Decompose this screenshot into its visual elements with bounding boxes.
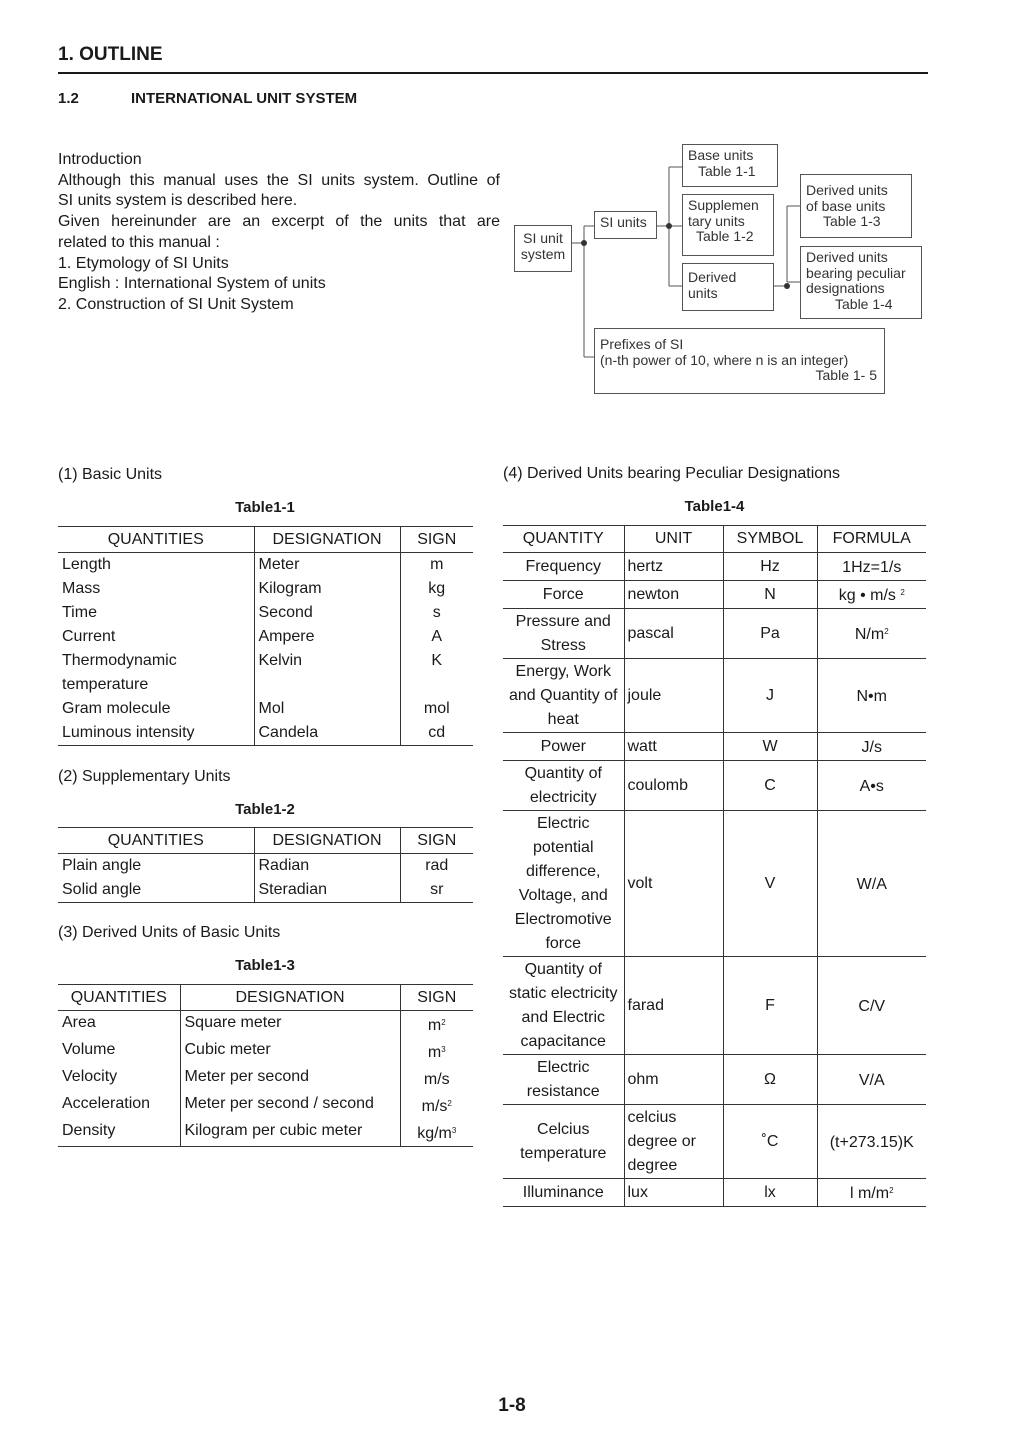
symbol-cell: lx xyxy=(723,1179,817,1207)
cell: Cubic meter xyxy=(180,1038,400,1065)
cell: Current xyxy=(58,625,254,649)
formula-cell: V/A xyxy=(817,1055,926,1105)
cell: Gram molecule xyxy=(58,697,254,721)
quantity-line: capacitance xyxy=(520,1032,606,1050)
unit-cell xyxy=(624,733,723,761)
unit-cell xyxy=(624,957,723,1055)
table1-1 xyxy=(58,526,473,746)
cell: Meter per second xyxy=(180,1065,400,1092)
formula-cell: 1Hz=1/s xyxy=(817,553,926,581)
cell: Square meter xyxy=(180,1011,400,1039)
symbol-cell: Pa xyxy=(723,609,817,659)
quantity-line: Pressure and xyxy=(515,612,611,630)
quantity-line: Electric xyxy=(537,814,590,832)
formula-cell: N•m xyxy=(817,659,926,733)
si-unit-system-box: SI unit system xyxy=(514,225,572,272)
cell: K xyxy=(431,652,443,669)
table-row xyxy=(58,577,473,601)
cell: m xyxy=(430,556,444,573)
cell: Density xyxy=(58,1119,180,1147)
table-row xyxy=(58,1065,473,1092)
cell: Thermodynamic xyxy=(58,649,254,673)
cell: Ampere xyxy=(254,625,400,649)
symbol-cell: J xyxy=(723,659,817,733)
unit-line: celcius xyxy=(627,1108,677,1126)
derived-units-box: Derived units xyxy=(682,263,774,311)
unit-line: joule xyxy=(627,686,662,704)
unit-line: volt xyxy=(627,874,653,892)
intro-line: related to this manual : xyxy=(58,233,220,251)
unit-cell xyxy=(624,811,723,957)
quantity-line: force xyxy=(545,934,582,952)
quantity-line: difference, xyxy=(526,862,601,880)
table1-3-title: Table1-3 xyxy=(235,957,295,974)
section-number: 1.2 xyxy=(58,90,79,107)
quantity-cell xyxy=(503,761,624,811)
table-row xyxy=(58,649,473,673)
table-row xyxy=(58,673,473,697)
quantity-line: heat xyxy=(547,710,579,728)
intro-line: SI units system is described here. xyxy=(58,192,298,210)
quantity-cell xyxy=(503,733,624,761)
symbol-cell: N xyxy=(723,581,817,609)
table-row xyxy=(58,1092,473,1119)
table-row xyxy=(58,553,473,578)
header-cell: SYMBOL xyxy=(723,526,817,553)
cell: Meter per second / second xyxy=(180,1092,400,1119)
cell: Second xyxy=(254,601,400,625)
junction-dot xyxy=(666,223,672,229)
cell xyxy=(254,673,400,697)
unit-line: degree xyxy=(627,1156,678,1174)
derived-basic-units-caption: (3) Derived Units of Basic Units xyxy=(58,924,281,941)
basic-units-caption: (1) Basic Units xyxy=(58,466,163,483)
header-cell: SIGN xyxy=(400,527,473,553)
unit-line: watt xyxy=(627,737,657,755)
table-row xyxy=(503,581,926,609)
quantity-line: Electromotive xyxy=(514,910,612,928)
cell xyxy=(400,673,473,697)
table-row xyxy=(503,957,926,1055)
quantity-line: Quantity of xyxy=(524,960,602,978)
cell: Meter xyxy=(254,553,400,578)
quantity-line: Energy, Work xyxy=(515,662,611,680)
junction-dot xyxy=(784,283,790,289)
table-row xyxy=(58,1119,473,1147)
formula-cell: (t+273.15)K xyxy=(817,1105,926,1179)
cell: Acceleration xyxy=(58,1092,180,1119)
cell: Mol xyxy=(254,697,400,721)
prefixes-box: Prefixes of SI (n-th power of 10, where n is an integer) Table 1- 5 xyxy=(594,328,885,394)
formula-cell: l $m/m^2$ xyxy=(817,1179,926,1207)
cell: Velocity xyxy=(58,1065,180,1092)
unit-cell xyxy=(624,761,723,811)
table-row xyxy=(503,1105,926,1179)
formula-cell: $N/m^2$ xyxy=(817,609,926,659)
cell: Radian xyxy=(254,854,400,879)
unit-line: degree or xyxy=(627,1132,696,1150)
quantity-cell xyxy=(503,1105,624,1179)
cell: Time xyxy=(58,601,254,625)
header-cell: QUANTITIES xyxy=(58,828,254,854)
table-row xyxy=(58,1038,473,1065)
formula-cell: kg • m/s $^2$ xyxy=(817,581,926,609)
unit-cell xyxy=(624,553,723,581)
table-row xyxy=(503,659,926,733)
cell: $m^2$ xyxy=(427,1017,446,1034)
header-cell: SIGN xyxy=(400,828,473,854)
intro-line: 2. Construction of SI Unit System xyxy=(58,295,294,313)
cell: Volume xyxy=(58,1038,180,1065)
quantity-line: temperature xyxy=(520,1144,607,1162)
symbol-cell: ˚C xyxy=(723,1105,817,1179)
cell: Kilogram xyxy=(254,577,400,601)
unit-cell xyxy=(624,609,723,659)
page-number: 1-8 xyxy=(498,1395,526,1416)
table-row xyxy=(503,609,926,659)
unit-cell xyxy=(624,659,723,733)
cell: rad xyxy=(425,857,449,874)
quantity-line: Quantity of xyxy=(524,764,602,782)
quantity-line: and Electric xyxy=(521,1008,606,1026)
table-row xyxy=(503,553,926,581)
table1-4-title: Table1-4 xyxy=(684,498,745,515)
cell: $kg/m^3$ xyxy=(400,1119,473,1147)
table1-4-body xyxy=(503,553,926,1207)
unit-line: coulomb xyxy=(627,776,688,794)
unit-cell xyxy=(624,1055,723,1105)
si-structure-diagram xyxy=(0,0,1024,420)
table1-3 xyxy=(58,984,473,1147)
chapter-title: 1. OUTLINE xyxy=(58,44,163,65)
symbol-cell: Ω xyxy=(723,1055,817,1105)
header-cell: QUANTITIES xyxy=(58,527,254,553)
formula-cell: J/s xyxy=(817,733,926,761)
unit-cell xyxy=(624,581,723,609)
quantity-line: Voltage, and xyxy=(518,886,608,904)
symbol-cell: W xyxy=(723,733,817,761)
cell: Plain angle xyxy=(58,854,254,879)
table-row xyxy=(58,1011,473,1039)
header-cell: DESIGNATION xyxy=(254,527,400,553)
cell: Luminous intensity xyxy=(58,721,254,746)
table1-4 xyxy=(503,525,926,1207)
cell: Area xyxy=(58,1011,180,1039)
cell: Steradian xyxy=(254,878,400,903)
unit-line: farad xyxy=(627,996,664,1014)
table-row xyxy=(58,625,473,649)
quantity-line: Power xyxy=(540,737,586,755)
unit-line: ohm xyxy=(627,1070,659,1088)
table-row xyxy=(58,601,473,625)
derived-peculiar-box: Derived units bearing peculiar designations Table 1-4 xyxy=(800,246,922,319)
cell: sr xyxy=(400,878,473,903)
quantity-cell xyxy=(503,1055,624,1105)
unit-line: hertz xyxy=(627,557,664,575)
quantity-cell xyxy=(503,811,624,957)
intro-line: Although this manual uses the SI units system. Outline of xyxy=(58,171,500,189)
cell: m/s xyxy=(423,1071,450,1088)
header-cell: DESIGNATION xyxy=(254,828,400,854)
derived-of-base-box: Derived units of base units Table 1-3 xyxy=(800,174,912,238)
table1-1-title: Table1-1 xyxy=(235,499,295,516)
header-cell: DESIGNATION xyxy=(180,985,400,1011)
formula-cell: W/A xyxy=(817,811,926,957)
quantity-cell xyxy=(503,553,624,581)
header-cell: FORMULA xyxy=(817,526,926,553)
unit-line: pascal xyxy=(627,624,674,642)
cell: $m/s^2$ xyxy=(421,1098,452,1115)
symbol-cell: F xyxy=(723,957,817,1055)
quantity-line: Electric xyxy=(537,1058,590,1076)
quantity-line: Force xyxy=(542,585,584,603)
symbol-cell: V xyxy=(723,811,817,957)
header-cell: UNIT xyxy=(624,526,723,553)
si-units-box: SI units xyxy=(594,211,657,239)
quantity-line: and Quantity of xyxy=(508,686,618,704)
cell: Solid angle xyxy=(58,878,254,903)
cell: Kilogram per cubic meter xyxy=(180,1119,400,1147)
formula-cell: A•s xyxy=(817,761,926,811)
junction-dot xyxy=(581,240,587,246)
table-row xyxy=(58,721,473,746)
quantity-cell xyxy=(503,659,624,733)
cell: kg xyxy=(428,580,446,597)
table-row xyxy=(503,811,926,957)
quantity-line: Frequency xyxy=(525,557,602,575)
quantity-line: electricity xyxy=(529,788,597,806)
unit-line: lux xyxy=(627,1183,648,1201)
quantity-line: Celcius xyxy=(537,1120,590,1138)
symbol-cell: Hz xyxy=(723,553,817,581)
quantity-line: resistance xyxy=(526,1082,600,1100)
table-row xyxy=(58,697,473,721)
quantity-line: Stress xyxy=(540,636,586,654)
symbol-cell: C xyxy=(723,761,817,811)
intro-line: Introduction xyxy=(58,151,142,168)
quantity-line: potential xyxy=(533,838,594,856)
header-cell: QUANTITY xyxy=(503,526,624,553)
cell: Mass xyxy=(58,577,254,601)
table1-2 xyxy=(58,827,473,903)
quantity-line: static electricity xyxy=(509,984,618,1002)
table-row xyxy=(503,733,926,761)
derived-peculiar-caption: (4) Derived Units bearing Peculiar Designations xyxy=(503,465,841,482)
cell: Length xyxy=(58,553,254,578)
quantity-cell xyxy=(503,609,624,659)
quantity-cell xyxy=(503,957,624,1055)
unit-cell xyxy=(624,1105,723,1179)
header-cell: SIGN xyxy=(400,985,473,1011)
unit-line: newton xyxy=(627,585,680,603)
table-row xyxy=(503,1179,926,1207)
cell: $m^3$ xyxy=(427,1044,446,1061)
intro-line: 1. Etymology of SI Units xyxy=(58,254,229,272)
supplementary-units-caption: (2) Supplementary Units xyxy=(58,768,231,785)
table-row xyxy=(58,878,473,903)
cell: Kelvin xyxy=(254,649,400,673)
cell: cd xyxy=(400,721,473,746)
header-cell: QUANTITIES xyxy=(58,985,180,1011)
formula-cell: C/V xyxy=(817,957,926,1055)
quantity-line: Illuminance xyxy=(522,1183,604,1201)
base-units-box: Base units Table 1-1 xyxy=(682,144,778,187)
table1-2-title: Table1-2 xyxy=(235,801,295,818)
table-row xyxy=(503,1055,926,1105)
intro-line: English : International System of units xyxy=(58,275,326,293)
cell: mol xyxy=(423,700,450,717)
cell: A xyxy=(431,628,443,645)
table-row xyxy=(58,854,473,879)
intro-line: Given hereinunder are an excerpt of the units that are xyxy=(58,213,500,231)
cell: Candela xyxy=(254,721,400,746)
supplementary-units-box: Supplemen tary units Table 1-2 xyxy=(682,194,774,256)
cell: temperature xyxy=(58,673,254,697)
table-row xyxy=(503,761,926,811)
unit-cell xyxy=(624,1179,723,1207)
section-title: INTERNATIONAL UNIT SYSTEM xyxy=(131,90,358,107)
cell: s xyxy=(432,604,441,621)
quantity-cell xyxy=(503,581,624,609)
quantity-cell xyxy=(503,1179,624,1207)
